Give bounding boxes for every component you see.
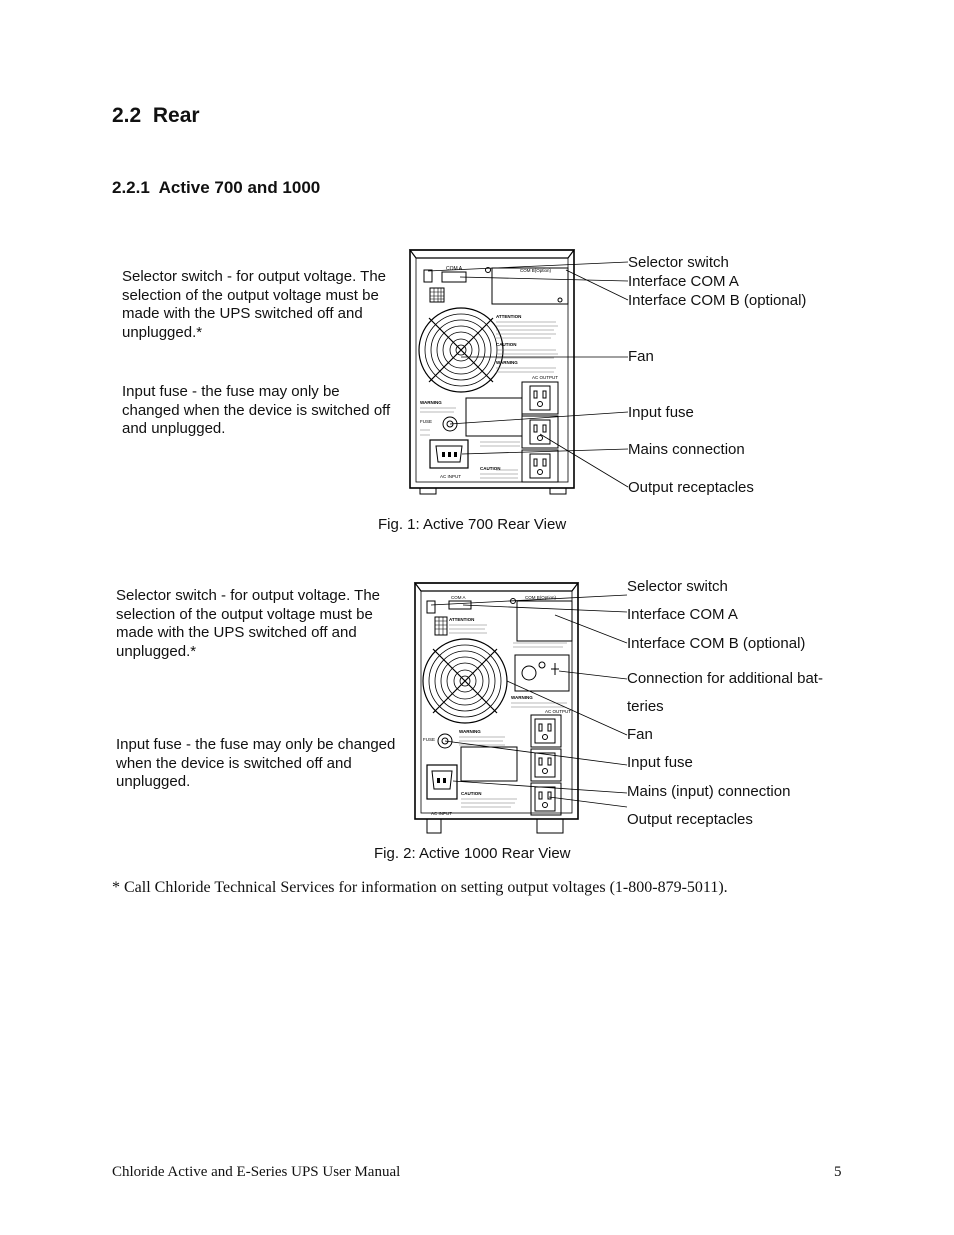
footer-title: Chloride Active and E-Series UPS User Manual: [112, 1164, 401, 1180]
fig2-caution-label: CAUTION: [461, 791, 482, 796]
fig1-callout-selector-switch: Selector switch: [628, 254, 729, 271]
fig1-fuse-note: Input fuse - the fuse may only be changed when the device is switched off and unplugged.: [122, 383, 391, 438]
fig1-comb-label: COM B(Option): [520, 268, 552, 273]
fig1-selector-note: Selector switch - for output voltage. The selection of the output voltage must be made with the UPS switched off and unplugged.*: [122, 268, 387, 342]
section-heading: 2.2 Rear: [112, 104, 200, 127]
fig1-com-label: COM A: [446, 266, 463, 272]
fig2-callout-output: Output receptacles: [627, 811, 753, 828]
fig1-attention-label: ATTENTION: [496, 314, 522, 319]
fig2-fuse-note: Input fuse - the fuse may only be changed when the device is switched off and unplugged.: [116, 736, 396, 791]
fig1-warning-label: WARNING: [496, 360, 518, 365]
fig2-comb-label: COM B(Option): [525, 595, 557, 600]
fig2-leader-fuse: [445, 741, 627, 765]
fig1-callout-mains: Mains connection: [628, 441, 745, 458]
fig1-callout-output: Output receptacles: [628, 479, 754, 496]
fig2-caption: Fig. 2: Active 1000 Rear View: [374, 845, 571, 862]
fig2-callout-fan: Fan: [627, 726, 653, 743]
fig1-leader-output: [540, 434, 628, 487]
fig2-ups-rear-illustration: [405, 575, 630, 835]
fig2-leader-fan: [507, 681, 627, 735]
fig2-callout-battery: Connection for additional bat-: [627, 670, 823, 687]
fig1-leader-coma: [460, 277, 628, 281]
fig1-caution2-label: CAUTION: [480, 466, 501, 471]
fig1-callout-com-b: Interface COM B (optional): [628, 292, 807, 309]
fig1-callout-fan: Fan: [628, 348, 654, 365]
fig1-output-label: AC OUTPUT: [532, 375, 559, 380]
fig1-ups-rear-illustration: [400, 240, 640, 500]
fig1-callout-com-a: Interface COM A: [628, 273, 739, 290]
fig2-callout-input-fuse: Input fuse: [627, 754, 693, 771]
fig2-warning2-label: WARNING: [459, 729, 481, 734]
fig2-callout-com-b: Interface COM B (optional): [627, 635, 806, 652]
fig1-caption: Fig. 1: Active 700 Rear View: [378, 516, 567, 533]
fig2-input-label: AC INPUT: [431, 811, 453, 816]
fig1-caution-label: CAUTION: [496, 342, 517, 347]
fig2-leader-comb: [555, 615, 627, 643]
fig1-warning2-label: WARNING: [420, 400, 442, 405]
footnote: * Call Chloride Technical Services for information on setting output voltages (1-800-879-5011).: [112, 879, 728, 896]
fig1-input-label: AC INPUT: [440, 474, 462, 479]
fig1-callout-input-fuse: Input fuse: [628, 404, 694, 421]
fig2-attention-label: ATTENTION: [449, 617, 475, 622]
fig2-fuse-label: FUSE: [423, 737, 436, 742]
fig2-com-label: COM A: [451, 595, 466, 600]
fig2-callout-selector-switch: Selector switch: [627, 578, 728, 595]
page-number: 5: [834, 1164, 842, 1180]
fig2-warning-label: WARNING: [511, 695, 533, 700]
fig2-callout-battery-cont: teries: [627, 698, 664, 715]
fig2-selector-note: Selector switch - for output voltage. The selection of the output voltage must be made with the UPS switched off and unplugged.*: [116, 587, 381, 661]
fig1-fuse-label: FUSE: [420, 419, 433, 424]
fig1-leader-comb: [566, 270, 628, 300]
fig2-leader-coma: [463, 605, 627, 612]
subsection-heading: 2.2.1 Active 700 and 1000: [112, 178, 321, 197]
fig2-callout-com-a: Interface COM A: [627, 606, 738, 623]
fig2-callout-mains: Mains (input) connection: [627, 783, 791, 800]
fig2-output-label: AC OUTPUT: [545, 709, 572, 714]
